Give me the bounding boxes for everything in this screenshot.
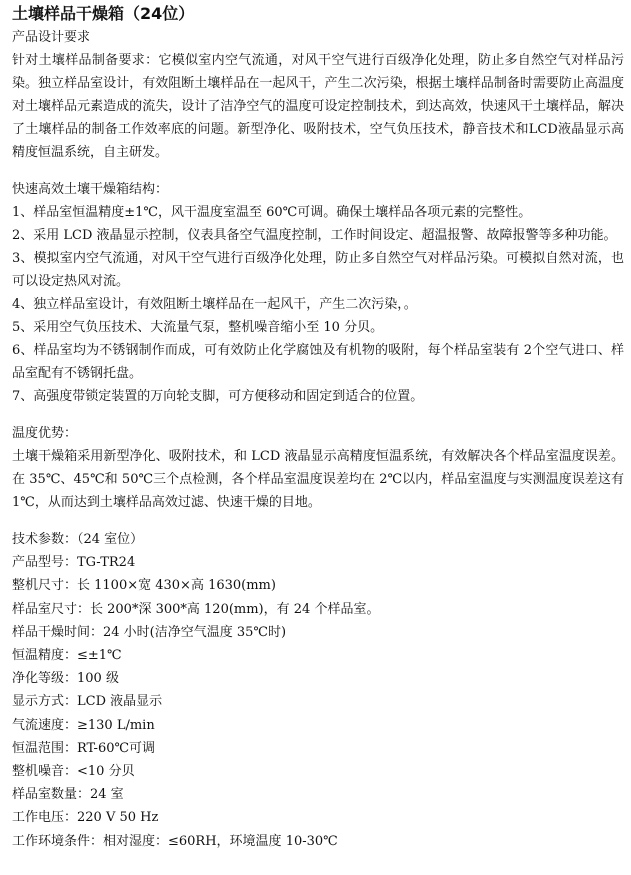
param-row: 产品型号：TG-TR24: [12, 555, 136, 571]
param-row: 工作电压：220 V 50 Hz: [12, 810, 159, 826]
param-row: 样品室尺寸：长 200*深 300*高 120(mm)，有 24 个样品室。: [12, 601, 380, 617]
structure-heading: 快速高效土壤干燥箱结构：: [12, 182, 169, 197]
param-row: 恒温范围：RT-60℃可调: [12, 740, 156, 756]
structure-item: 2、采用 LCD 液晶显示控制，仪表具备空气温度控制，工作时间设定、超温报警、故障报警等多种功能。: [12, 228, 617, 243]
intro-section: [12, 26, 624, 164]
params-heading: 技术参数：（24 室位）: [12, 532, 144, 547]
temperature-heading: 温度优势：: [12, 426, 78, 441]
structure-item: 7、高强度带锁定装置的万向轮支脚，可方便移动和固定到适合的位置。: [12, 389, 424, 404]
structure-item: 5、采用空气负压技术、大流量气泵，整机噪音缩小至 10 分贝。: [12, 320, 384, 335]
structure-section: [12, 178, 624, 408]
structure-item: 6、样品室均为不锈钢制作而成，可有效防止化学腐蚀及有机物的吸附，每个样品室装有 2个空气进口、样品室配有不锈钢托盘。: [12, 343, 624, 381]
params-section: [12, 528, 624, 853]
param-row: 整机噪音：<10 分贝: [12, 764, 135, 780]
intro-paragraph: 针对土壤样品制备要求：它模似室内空气流通，对风干空气进行百级净化处理，防止多自然空气对样品污染。独立样品室设计，有效阻断土壤样品在一起风干，产生二次污染，根据土壤样品制备时需要防止高温度对土壤样品元素造成的流失，设计了洁净空气的温度可设定控制技术，到达高效，快速风干土壤样品，解决了土壤样品的制备工作效率底的问题。新型净化、吸附技术，空气负压技术，静音技术和LCD液晶显示高精度恒温系统，自主研发。: [12, 53, 624, 160]
param-row: 工作环境条件：相对湿度：≤60RH，环境温度 10-30℃: [12, 833, 338, 849]
param-row: 样品干燥时间：24 小时(洁净空气温度 35℃时): [12, 624, 287, 640]
temperature-paragraph: 土壤干燥箱采用新型净化、吸附技术，和 LCD 液晶显示高精度恒温系统，有效解决各个样品室温度误差。在 35℃、45℃和 50℃三个点检测，各个样品室温度误差均在 2℃以内，样品室温度与实测温度误差这有 1℃，从而达到土壤样品高效过滤、快速干燥的目地。: [12, 449, 624, 510]
structure-item: 1、样品室恒温精度±1℃，风干温度室温至 60℃可调。确保土壤样品各项元素的完整性。: [12, 205, 532, 220]
structure-item: 4、独立样品室设计，有效阻断土壤样品在一起风干，产生二次污染，。: [12, 297, 417, 312]
structure-item: 3、模拟室内空气流通，对风干空气进行百级净化处理，防止多自然空气对样品污染。可模拟自然对流，也可以设定热风对流。: [12, 251, 624, 289]
page-title: 土壤样品干燥箱（24位）: [12, 4, 195, 23]
param-row: 整机尺寸：长 1100×宽 430×高 1630(mm): [12, 578, 276, 594]
param-row: 气流速度：≥130 L/min: [12, 717, 155, 733]
param-row: 恒温精度：≤±1℃: [12, 648, 122, 664]
param-row: 样品室数量：24 室: [12, 787, 124, 803]
param-row: 显示方式：LCD 液晶显示: [12, 694, 163, 710]
temperature-section: [12, 422, 624, 514]
param-row: 净化等级：100 级: [12, 671, 119, 687]
intro-label: 产品设计要求: [12, 30, 91, 45]
document-page: [12, 2, 624, 853]
